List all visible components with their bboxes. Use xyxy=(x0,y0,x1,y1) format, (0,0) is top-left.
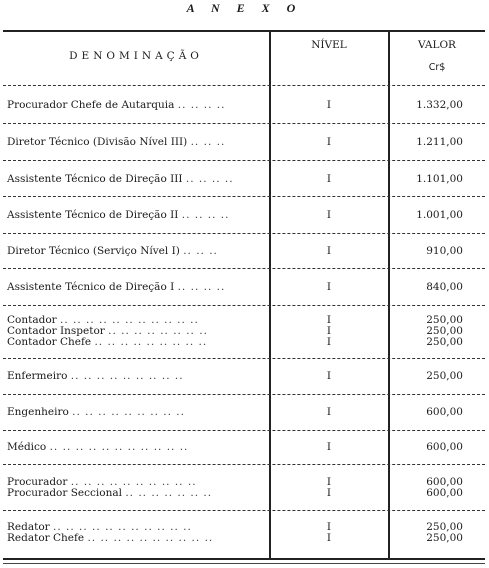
position-name xyxy=(7,246,218,257)
nivel-cell: I xyxy=(326,521,332,533)
table-bottom-rule-thin xyxy=(3,563,485,564)
valor-cell: 600,00 xyxy=(426,487,463,499)
valor-cell: 910,00 xyxy=(426,245,463,257)
row-separator xyxy=(3,358,485,360)
position-label: Assistente Técnico de Direção I xyxy=(7,281,175,293)
nivel-cell: I xyxy=(326,325,332,337)
position-label: Contador Inspetor xyxy=(7,325,105,337)
leader-dots: .. .. .. .. xyxy=(185,173,234,185)
nivel-cell: I xyxy=(326,281,332,293)
leader-dots: .. .. .. .. xyxy=(177,281,226,293)
leader-dots: .. .. .. .. .. .. .. xyxy=(125,487,213,499)
table-line xyxy=(3,246,485,257)
nivel-cell: I xyxy=(326,336,332,348)
position-name xyxy=(7,371,184,382)
position-name xyxy=(7,100,225,111)
position-name xyxy=(7,282,225,293)
leader-dots: .. .. .. .. .. .. .. .. .. .. .. xyxy=(53,521,192,533)
leader-dots: .. .. .. .. .. .. .. .. .. .. xyxy=(87,532,214,544)
row-separator xyxy=(3,268,485,270)
valor-cell: 250,00 xyxy=(426,325,463,337)
nivel-cell: I xyxy=(326,441,332,453)
position-label: Assistente Técnico de Direção II xyxy=(7,209,179,221)
table-top-rule xyxy=(3,30,485,32)
table-row xyxy=(3,100,485,111)
valor-cell: 250,00 xyxy=(426,521,463,533)
table-line xyxy=(3,533,485,544)
table-row xyxy=(3,282,485,293)
row-separator xyxy=(3,305,485,307)
nivel-cell: I xyxy=(326,99,332,111)
position-label: Enfermeiro xyxy=(7,370,68,382)
position-label: Contador xyxy=(7,314,57,326)
table-row xyxy=(3,371,485,382)
leader-dots: .. .. .. .. .. .. .. .. .. xyxy=(70,370,184,382)
table-line xyxy=(3,442,485,453)
table-row xyxy=(3,315,485,348)
table-row xyxy=(3,477,485,499)
table-row xyxy=(3,137,485,148)
leader-dots: .. .. .. .. .. .. .. .. .. .. .. xyxy=(60,314,199,326)
valor-cell: 600,00 xyxy=(426,441,463,453)
row-separator xyxy=(3,233,485,235)
valor-cell: 1.332,00 xyxy=(416,99,463,111)
row-separator xyxy=(3,430,485,432)
position-label: Redator xyxy=(7,521,50,533)
table-row xyxy=(3,522,485,544)
valor-cell: 1.101,00 xyxy=(416,173,463,185)
valor-cell: 250,00 xyxy=(426,370,463,382)
position-label: Diretor Técnico (Divisão Nível III) xyxy=(7,136,188,148)
position-label: Diretor Técnico (Serviço Nível I) xyxy=(7,245,180,257)
table-row xyxy=(3,407,485,418)
leader-dots: .. .. .. xyxy=(190,136,226,148)
position-name xyxy=(7,533,213,544)
position-name xyxy=(7,174,234,185)
table-line xyxy=(3,488,485,499)
valor-cell: 1.211,00 xyxy=(416,136,463,148)
salary-table xyxy=(3,30,487,560)
table-line xyxy=(3,337,485,348)
position-label: Redator Chefe xyxy=(7,532,85,544)
position-label: Engenheiro xyxy=(7,406,69,418)
table-line xyxy=(3,174,485,185)
leader-dots: .. .. .. xyxy=(183,245,218,257)
row-separator xyxy=(3,196,485,198)
position-name xyxy=(7,442,188,453)
valor-cell: 840,00 xyxy=(426,281,463,293)
page-title: A N E X O xyxy=(186,1,303,15)
row-separator xyxy=(3,160,485,162)
position-name xyxy=(7,337,207,348)
valor-cell: 600,00 xyxy=(426,406,463,418)
position-label: Contador Chefe xyxy=(7,336,92,348)
row-separator xyxy=(3,464,485,466)
table-line xyxy=(3,282,485,293)
table-row xyxy=(3,174,485,185)
nivel-cell: I xyxy=(326,314,332,326)
nivel-cell: I xyxy=(326,487,332,499)
table-line xyxy=(3,100,485,111)
position-name xyxy=(7,137,225,148)
table-line xyxy=(3,407,485,418)
nivel-cell: I xyxy=(326,476,332,488)
position-label: Assistente Técnico de Direção III xyxy=(7,173,183,185)
table-row xyxy=(3,246,485,257)
leader-dots: .. .. .. .. .. .. .. .. .. .. .. xyxy=(49,441,189,453)
nivel-cell: I xyxy=(326,173,332,185)
nivel-cell: I xyxy=(326,136,332,148)
valor-cell: 600,00 xyxy=(426,476,463,488)
table-bottom-rule xyxy=(3,558,485,560)
nivel-cell: I xyxy=(326,370,332,382)
row-separator xyxy=(3,123,485,125)
nivel-cell: I xyxy=(326,406,332,418)
position-label: Procurador Chefe de Autarquia xyxy=(7,99,175,111)
column-header-denominacao: DENOMINAÇÃO xyxy=(69,50,203,62)
valor-cell: 250,00 xyxy=(426,532,463,544)
nivel-cell: I xyxy=(326,532,332,544)
leader-dots: .. .. .. .. .. .. .. .. .. .. xyxy=(70,476,197,488)
column-header-valor: VALOR xyxy=(418,39,456,51)
position-name xyxy=(7,488,212,499)
column-header-currency: Cr$ xyxy=(428,62,446,73)
table-line xyxy=(3,371,485,382)
position-label: Procurador xyxy=(7,476,68,488)
table-line xyxy=(3,210,485,221)
row-separator xyxy=(3,394,485,396)
valor-cell: 250,00 xyxy=(426,336,463,348)
column-header-nivel: NÍVEL xyxy=(311,39,347,51)
table-row xyxy=(3,210,485,221)
position-name xyxy=(7,210,229,221)
table-line xyxy=(3,137,485,148)
position-label: Médico xyxy=(7,441,47,453)
table-row xyxy=(3,442,485,453)
row-separator xyxy=(3,85,485,87)
leader-dots: .. .. .. .. xyxy=(181,209,230,221)
position-name xyxy=(7,407,185,418)
leader-dots: .. .. .. .. xyxy=(177,99,226,111)
valor-cell: 1.001,00 xyxy=(416,209,463,221)
nivel-cell: I xyxy=(326,209,332,221)
row-separator xyxy=(3,510,485,512)
leader-dots: .. .. .. .. .. .. .. .. xyxy=(108,325,208,337)
position-label: Procurador Seccional xyxy=(7,487,122,499)
leader-dots: .. .. .. .. .. .. .. .. .. xyxy=(94,336,208,348)
leader-dots: .. .. .. .. .. .. .. .. .. xyxy=(72,406,185,418)
nivel-cell: I xyxy=(326,245,332,257)
valor-cell: 250,00 xyxy=(426,314,463,326)
